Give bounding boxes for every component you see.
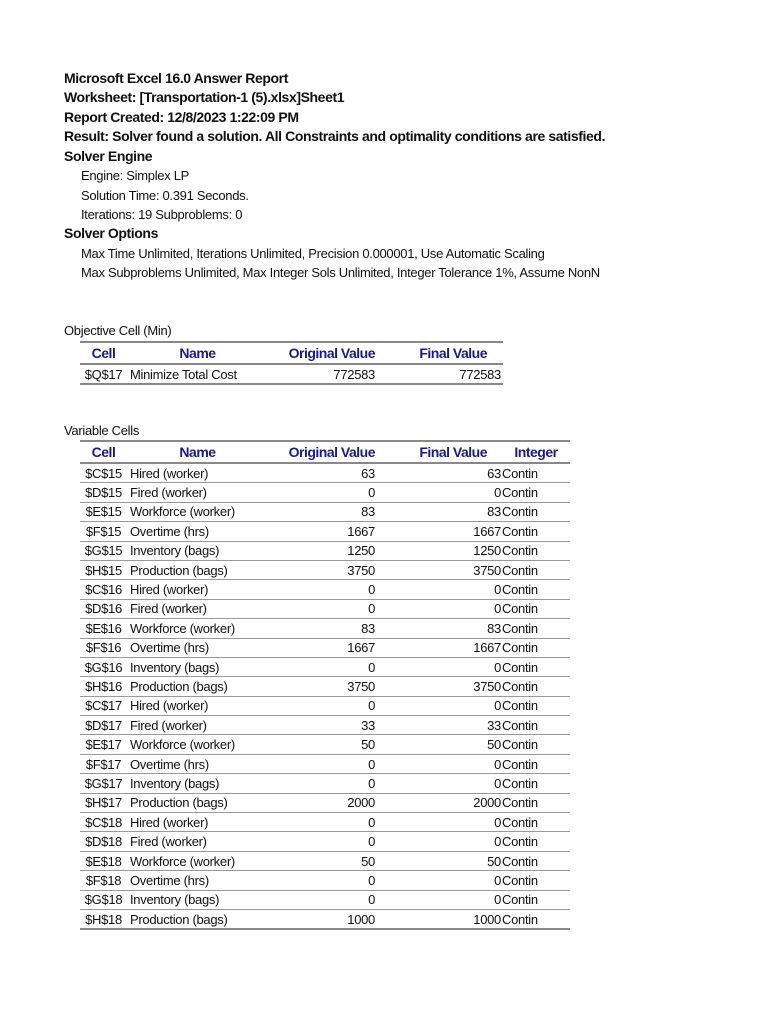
table-row xyxy=(80,541,570,560)
header-original: Original Value xyxy=(265,342,383,364)
original-value: 50 xyxy=(265,735,383,754)
header-cell: Cell xyxy=(80,441,127,463)
table-row xyxy=(80,851,570,870)
final-value: 63 xyxy=(383,463,501,483)
final-value: 50 xyxy=(383,851,501,870)
integer-type: Contin xyxy=(501,599,570,618)
original-value: 50 xyxy=(265,851,383,870)
cell-ref: $C$16 xyxy=(80,580,127,599)
cell-ref: $H$17 xyxy=(80,793,127,812)
original-value: 3750 xyxy=(265,677,383,696)
original-value: 0 xyxy=(265,696,383,715)
integer-type: Contin xyxy=(501,909,570,929)
cell-name: Workforce (worker) xyxy=(127,735,265,754)
header-integer: Integer xyxy=(501,441,570,463)
original-value: 0 xyxy=(265,871,383,890)
cell-ref: $D$16 xyxy=(80,599,127,618)
integer-type: Contin xyxy=(501,735,570,754)
final-value: 1000 xyxy=(383,909,501,929)
table-row xyxy=(80,502,570,521)
cell-ref: $D$17 xyxy=(80,716,127,735)
final-value: 50 xyxy=(383,735,501,754)
cell-name: Hired (worker) xyxy=(127,463,265,483)
cell-ref: $F$18 xyxy=(80,871,127,890)
integer-type: Contin xyxy=(501,463,570,483)
original-value: 3750 xyxy=(265,560,383,579)
table-row xyxy=(80,735,570,754)
table-row xyxy=(80,657,570,676)
integer-type: Contin xyxy=(501,832,570,851)
integer-type: Contin xyxy=(501,813,570,832)
cell-name: Inventory (bags) xyxy=(127,774,265,793)
cell-name: Workforce (worker) xyxy=(127,619,265,638)
header-final: Final Value xyxy=(383,342,503,364)
cell-name: Fired (worker) xyxy=(127,716,265,735)
cell-ref: $C$17 xyxy=(80,696,127,715)
table-row xyxy=(80,716,570,735)
original-value: 83 xyxy=(265,502,383,521)
cell-ref: $C$15 xyxy=(80,463,127,483)
final-value: 3750 xyxy=(383,677,501,696)
original-value: 0 xyxy=(265,754,383,773)
integer-type: Contin xyxy=(501,502,570,521)
table-row xyxy=(80,364,503,384)
final-value: 0 xyxy=(383,890,501,909)
cell-name: Hired (worker) xyxy=(127,813,265,832)
integer-type: Contin xyxy=(501,541,570,560)
table-row xyxy=(80,522,570,541)
cell-name: Hired (worker) xyxy=(127,580,265,599)
table-row xyxy=(80,832,570,851)
final-value: 0 xyxy=(383,580,501,599)
table-row xyxy=(80,483,570,502)
table-row xyxy=(80,463,570,483)
report-created: Report Created: 12/8/2023 1:22:09 PM xyxy=(64,109,299,125)
original-value: 1000 xyxy=(265,909,383,929)
integer-type: Contin xyxy=(501,890,570,909)
variables-table xyxy=(80,440,570,930)
cell-name: Hired (worker) xyxy=(127,696,265,715)
integer-type: Contin xyxy=(501,696,570,715)
original-value: 2000 xyxy=(265,793,383,812)
integer-type: Contin xyxy=(501,851,570,870)
cell-ref: $F$16 xyxy=(80,638,127,657)
final-value: 772583 xyxy=(383,364,503,384)
table-row xyxy=(80,813,570,832)
final-value: 3750 xyxy=(383,560,501,579)
engine-heading: Solver Engine xyxy=(64,148,153,164)
table-row xyxy=(80,599,570,618)
cell-name: Overtime (hrs) xyxy=(127,638,265,657)
integer-type: Contin xyxy=(501,677,570,696)
table-row xyxy=(80,677,570,696)
cell-ref: $H$18 xyxy=(80,909,127,929)
final-value: 83 xyxy=(383,502,501,521)
table-row xyxy=(80,774,570,793)
final-value: 0 xyxy=(383,483,501,502)
cell-name: Inventory (bags) xyxy=(127,890,265,909)
original-value: 83 xyxy=(265,619,383,638)
cell-ref: $E$18 xyxy=(80,851,127,870)
worksheet-line: Worksheet: [Transportation-1 (5).xlsx]Sheet1 xyxy=(64,89,345,105)
final-value: 0 xyxy=(383,813,501,832)
final-value: 33 xyxy=(383,716,501,735)
original-value: 33 xyxy=(265,716,383,735)
final-value: 0 xyxy=(383,657,501,676)
final-value: 0 xyxy=(383,832,501,851)
original-value: 63 xyxy=(265,463,383,483)
cell-ref: $E$17 xyxy=(80,735,127,754)
table-row xyxy=(80,754,570,773)
final-value: 1250 xyxy=(383,541,501,560)
options-heading: Solver Options xyxy=(64,225,158,241)
cell-ref: $D$18 xyxy=(80,832,127,851)
cell-ref: $H$15 xyxy=(80,560,127,579)
cell-name: Inventory (bags) xyxy=(127,541,265,560)
table-row xyxy=(80,909,570,929)
original-value: 0 xyxy=(265,890,383,909)
integer-type: Contin xyxy=(501,657,570,676)
table-row xyxy=(80,638,570,657)
integer-type: Contin xyxy=(501,871,570,890)
final-value: 0 xyxy=(383,696,501,715)
cell-ref: $F$17 xyxy=(80,754,127,773)
original-value: 1667 xyxy=(265,522,383,541)
cell-ref: $C$18 xyxy=(80,813,127,832)
integer-type: Contin xyxy=(501,522,570,541)
integer-type: Contin xyxy=(501,754,570,773)
integer-type: Contin xyxy=(501,619,570,638)
cell-name: Overtime (hrs) xyxy=(127,522,265,541)
cell-ref: $E$15 xyxy=(80,502,127,521)
cell-name: Fired (worker) xyxy=(127,599,265,618)
table-row xyxy=(80,619,570,638)
cell-name: Overtime (hrs) xyxy=(127,871,265,890)
original-value: 0 xyxy=(265,813,383,832)
cell-ref: $F$15 xyxy=(80,522,127,541)
final-value: 0 xyxy=(383,754,501,773)
cell-ref: $D$15 xyxy=(80,483,127,502)
integer-type: Contin xyxy=(501,774,570,793)
final-value: 1667 xyxy=(383,638,501,657)
cell-ref: $G$18 xyxy=(80,890,127,909)
table-row xyxy=(80,560,570,579)
objective-table xyxy=(80,341,503,385)
original-value: 0 xyxy=(265,774,383,793)
table-row xyxy=(80,580,570,599)
original-value: 0 xyxy=(265,599,383,618)
cell-name: Production (bags) xyxy=(127,793,265,812)
original-value: 1667 xyxy=(265,638,383,657)
header-final: Final Value xyxy=(383,441,501,463)
integer-type: Contin xyxy=(501,560,570,579)
cell-ref: $E$16 xyxy=(80,619,127,638)
original-value: 0 xyxy=(265,483,383,502)
cell-ref: $G$16 xyxy=(80,657,127,676)
options-line-2: Max Subproblems Unlimited, Max Integer Sols Unlimited, Integer Tolerance 1%, Assume NonN xyxy=(81,265,600,280)
table-row xyxy=(80,890,570,909)
variables-label: Variable Cells xyxy=(64,423,140,438)
original-value: 1250 xyxy=(265,541,383,560)
cell-ref: $Q$17 xyxy=(80,364,127,384)
options-line-1: Max Time Unlimited, Iterations Unlimited, Precision 0.000001, Use Automatic Scaling xyxy=(81,246,545,261)
cell-name: Minimize Total Cost xyxy=(127,364,265,384)
solution-time: Solution Time: 0.391 Seconds. xyxy=(81,188,249,203)
cell-name: Fired (worker) xyxy=(127,483,265,502)
integer-type: Contin xyxy=(501,793,570,812)
final-value: 0 xyxy=(383,774,501,793)
integer-type: Contin xyxy=(501,716,570,735)
cell-name: Production (bags) xyxy=(127,677,265,696)
cell-name: Production (bags) xyxy=(127,560,265,579)
cell-name: Overtime (hrs) xyxy=(127,754,265,773)
header-name: Name xyxy=(127,342,265,364)
report-title: Microsoft Excel 16.0 Answer Report xyxy=(64,70,288,86)
cell-ref: $G$15 xyxy=(80,541,127,560)
original-value: 0 xyxy=(265,832,383,851)
integer-type: Contin xyxy=(501,483,570,502)
cell-name: Production (bags) xyxy=(127,909,265,929)
final-value: 83 xyxy=(383,619,501,638)
cell-ref: $H$16 xyxy=(80,677,127,696)
table-row xyxy=(80,871,570,890)
iterations: Iterations: 19 Subproblems: 0 xyxy=(81,207,243,222)
cell-name: Fired (worker) xyxy=(127,832,265,851)
original-value: 0 xyxy=(265,580,383,599)
integer-type: Contin xyxy=(501,638,570,657)
table-row xyxy=(80,696,570,715)
table-row xyxy=(80,793,570,812)
final-value: 0 xyxy=(383,599,501,618)
header-cell: Cell xyxy=(80,342,127,364)
original-value: 772583 xyxy=(265,364,383,384)
objective-label: Objective Cell (Min) xyxy=(64,323,172,338)
engine: Engine: Simplex LP xyxy=(81,168,190,183)
cell-name: Workforce (worker) xyxy=(127,502,265,521)
original-value: 0 xyxy=(265,657,383,676)
header-name: Name xyxy=(127,441,265,463)
integer-type: Contin xyxy=(501,580,570,599)
cell-name: Workforce (worker) xyxy=(127,851,265,870)
cell-ref: $G$17 xyxy=(80,774,127,793)
final-value: 0 xyxy=(383,871,501,890)
cell-name: Inventory (bags) xyxy=(127,657,265,676)
final-value: 1667 xyxy=(383,522,501,541)
header-original: Original Value xyxy=(265,441,383,463)
final-value: 2000 xyxy=(383,793,501,812)
result-line: Result: Solver found a solution. All Constraints and optimality conditions are satisfied. xyxy=(64,128,606,144)
